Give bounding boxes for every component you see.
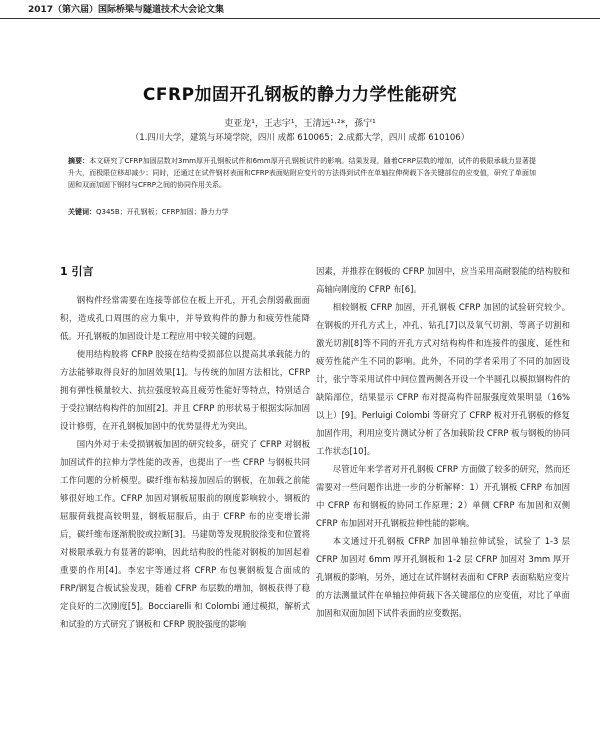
paragraph: 本文通过开孔钢板 CFRP 加固单轴拉伸试验，试验了 1-3 层 CFRP 加固对 6mm 厚开孔钢板和 1-2 层 CFRP 加固对 3mm 厚开孔钢板的影响，另外，通过在试件钢材表面和 CFRP 表面粘贴应变片的方法测量试件在单轴拉伸荷载下各关键部位的应变值，对比了单面加固和双面加固下试件表面的应变数据。 — [316, 536, 570, 618]
running-header — [0, 0, 600, 19]
paragraph: 钢构件经常需要在连接等部位在板上开孔，开孔会削弱截面面积，造成孔口周围的应力集中，并导致构件的静力和疲劳性能降低。开孔钢板的加固设计是工程应用中较关键的问题。 — [60, 295, 310, 341]
affiliation: （1.四川大学，建筑与环境学院，四川 成都 610065；2.成都大学，四川 成都 610106） — [130, 133, 470, 143]
right-column — [316, 262, 570, 622]
abstract-text: 本文研究了CFRP加固层数对3mm厚开孔钢板试件和6mm厚开孔钢板试件的影响。结果发现，随着CFRP层数的增加，试件的极限承载力显著提升大，而极限位移却减少；同时，还通过在试件钢材表面和CFRP表面贴附应变片的方法得到试件在单轴拉伸荷载下各关键部位的应变值，研究了单面加固和双面加固下钢材与CFRP之间的协同作用关系。 — [68, 157, 537, 189]
keywords — [68, 206, 536, 218]
running-head-text: 2017（第六届）国际桥梁与隧道技术大会论文集 — [28, 5, 225, 15]
keywords-label: 关键词： — [68, 208, 96, 216]
paper-title: CFRP加固开孔钢板的静力力学性能研究 — [142, 85, 458, 105]
paragraph: 相较钢板 CFRP 加固，开孔钢板 CFRP 加固的试验研究较少。在钢板的开孔方式上，冲孔、钻孔[7]以及氧气切割、等离子切割和激光切割[8]等不同的开孔方式对结构构件和连接件的强度、延性和疲劳性能产生不同的影响。此外，不同的学者采用了不同的加固设计，张宁等采用试件中间位置两侧各开设一个半圆孔以模拟钢构件的缺陷部位，结果显示 CFRP 布对提高构件屈服强度效果明显（16% 以上）[9]。Perluigi Colombi 等研究了 CFRP 板对开孔钢板的修复加固作用，利用应变片测试分析了各加载阶段 CFRP 板与钢板的协同工作状态[10]。 — [316, 302, 570, 456]
author-list: 吏亚龙¹，王志宇¹，王清远¹·²*，孫宁¹ — [224, 119, 376, 129]
left-column — [60, 291, 310, 633]
abstract — [68, 155, 536, 191]
paragraph: 尽管近年来学者对开孔钢板 CFRP 方面做了较多的研究，然而还需要对一些问题作出进一步的分析解释：1）开孔钢板 CFRP 布加固中 CFRP 布和钢板的协同工作原理；2）单侧 CFRP 布加固和双侧 CFRP 布加固对开孔钢板拉伸性能的影响。 — [316, 464, 570, 528]
paragraph: 使用结构胶将 CFRP 胶接在结构受损部位以提高其承载能力的方法能够取得良好的加固效果[1]。与传统的加固方法相比，CFRP 拥有弹性模量较大、抗拉强度较高且疲劳性能好等特点，特别适合于受拉钢结构构件的加固[2]。并且 CFRP 的形状易于根据实际加固设计修剪，在开孔钢板加固中的优势显得尤为突出。 — [60, 349, 310, 431]
paragraph: 国内外对于未受损钢板加固的研究较多，研究了 CFRP 对钢板加固试件的拉伸力学性能的改善，也提出了一些 CFRP 与钢板共同工作问题的分析模型。碳纤维布粘接加固后的钢板，在加载之前能够很好地工作。CFRP 加固对钢板屈服前的刚度影响较小，钢板的屈服荷载提高较明显，钢板屈服后，由于 CFRP 布的应变增长滞后，碳纤维布逐渐脱胶或拉断[3]。马建勋等发现脱胶徐变和位置将对极限承载力有显著的影响，因此结构胶的性能对钢板的加固起着重要的作用[4]。李宏宇等通过将 CFRP 布包裹钢板复合面成的 FRP/钢复合板试验发现，随着 CFRP 布层数的增加，钢板获得了稳定良好的二次刚度[5]。Bocciarelli 和 Colombi 通过模拟，解析式和试验的方式研究了钢板和 CFRP 脱胶强度的影响 — [60, 439, 310, 629]
paragraph: 因素，并推荐在钢板的 CFRP 加固中，应当采用高耐裂能的结构胶和高轴向刚度的 CFRP 布[6]。 — [316, 266, 570, 294]
section-heading-introduction: 1 引言 — [60, 265, 94, 278]
abstract-label: 摘要： — [68, 157, 90, 165]
keywords-text: Q345B；开孔钢板；CFRP加固；静力力学 — [96, 208, 229, 216]
